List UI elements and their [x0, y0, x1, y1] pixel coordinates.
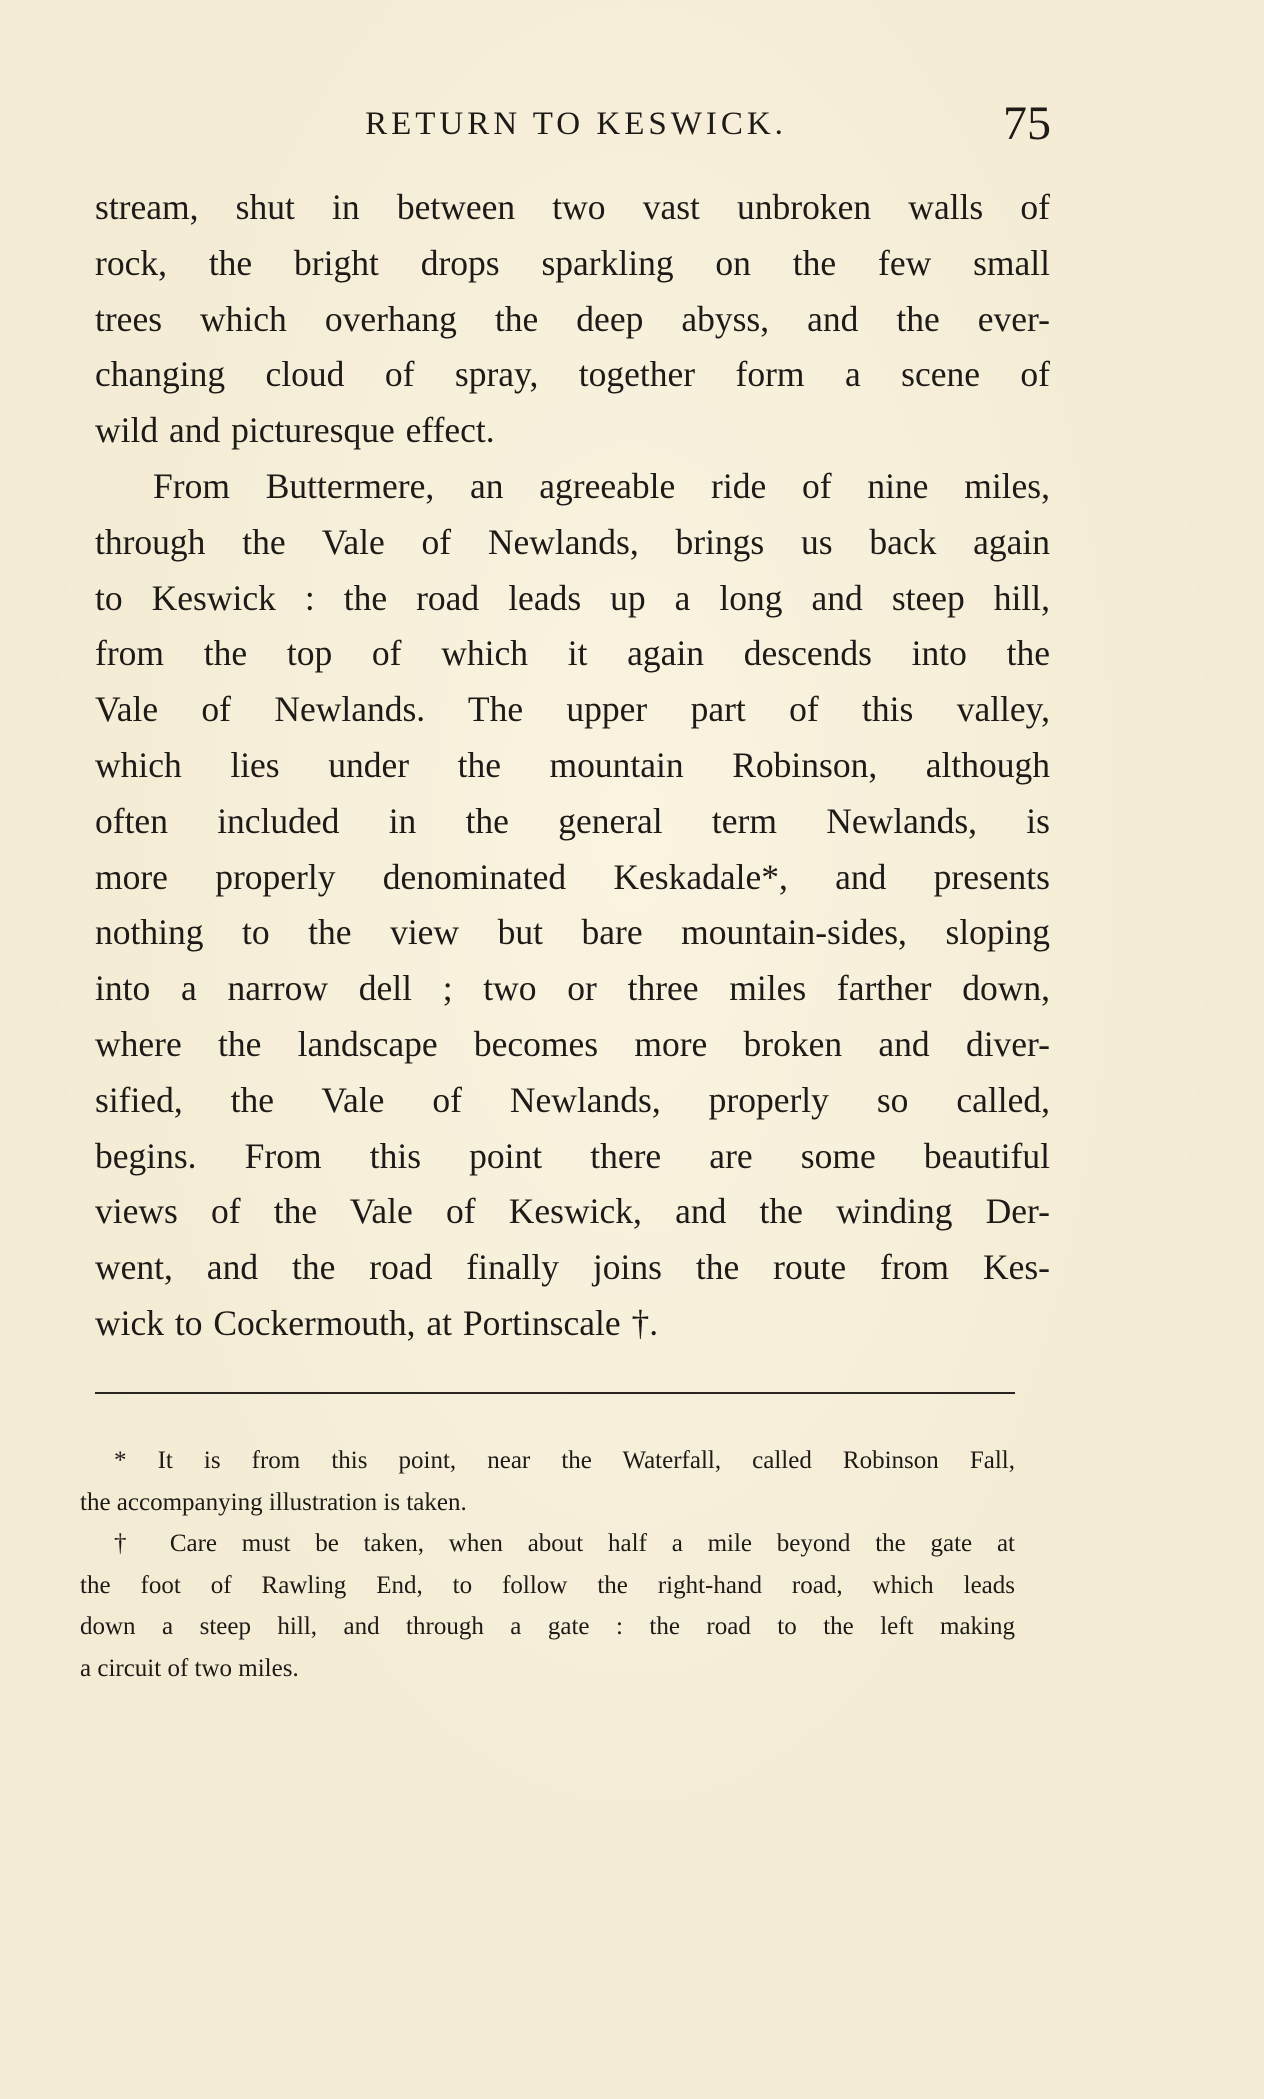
body-line: where the landscape becomes more broken and diver- — [95, 1023, 1050, 1064]
body-line: to Keswick : the road leads up a long and steep hill, — [95, 577, 1050, 618]
body-line: from the top of which it again descends into the — [95, 633, 1050, 674]
footnote-line: down a steep hill, and through a gate : the road to the left making — [80, 1613, 1015, 1640]
body-line: wild and picturesque effect. — [95, 410, 495, 451]
body-line: changing cloud of spray, together form a scene of — [95, 354, 1050, 395]
running-title: RETURN TO KESWICK. — [365, 106, 787, 142]
body-line: begins. From this point there are some beautiful — [95, 1135, 1050, 1176]
footnote-line: the accompanying illustration is taken. — [80, 1488, 467, 1516]
page-number: 75 — [1003, 97, 1051, 150]
page-header — [96, 96, 1056, 156]
body-line: wick to Cockermouth, at Portinscale †. — [95, 1302, 659, 1343]
body-line: into a narrow dell ; two or three miles farther down, — [95, 968, 1050, 1009]
footnotes — [80, 1440, 1015, 1689]
body-line: trees which overhang the deep abyss, and the ever- — [95, 298, 1050, 339]
body-line: more properly denominated Keskadale*, and presents — [95, 856, 1050, 897]
body-line: which lies under the mountain Robinson, although — [95, 744, 1050, 785]
body-line: went, and the road finally joins the route from Kes- — [95, 1247, 1050, 1288]
footnote-line: the foot of Rawling End, to follow the right-hand road, which leads — [80, 1571, 1015, 1599]
body-line: views of the Vale of Keswick, and the winding Der- — [95, 1191, 1050, 1232]
body-line: stream, shut in between two vast unbroken walls of — [95, 187, 1050, 227]
body-line: From Buttermere, an agreeable ride of nine miles, — [153, 465, 1050, 506]
footnote-line: † Care must be taken, when about half a mile beyond the gate at — [114, 1530, 1015, 1557]
body-line: nothing to the view but bare mountain-sides, sloping — [95, 912, 1050, 953]
footnote-divider — [95, 1392, 1015, 1394]
body-line: often included in the general term Newlands, is — [95, 800, 1050, 841]
body-line: rock, the bright drops sparkling on the few small — [95, 242, 1050, 283]
body-text — [95, 180, 1050, 1352]
body-line: sified, the Vale of Newlands, properly so called, — [95, 1079, 1050, 1120]
footnote-line: a circuit of two miles. — [80, 1654, 299, 1682]
body-line: through the Vale of Newlands, brings us back again — [95, 521, 1050, 562]
footnote-line: * It is from this point, near the Waterfall, called Robinson Fall, — [114, 1447, 1015, 1474]
body-line: Vale of Newlands. The upper part of this valley, — [95, 689, 1050, 730]
